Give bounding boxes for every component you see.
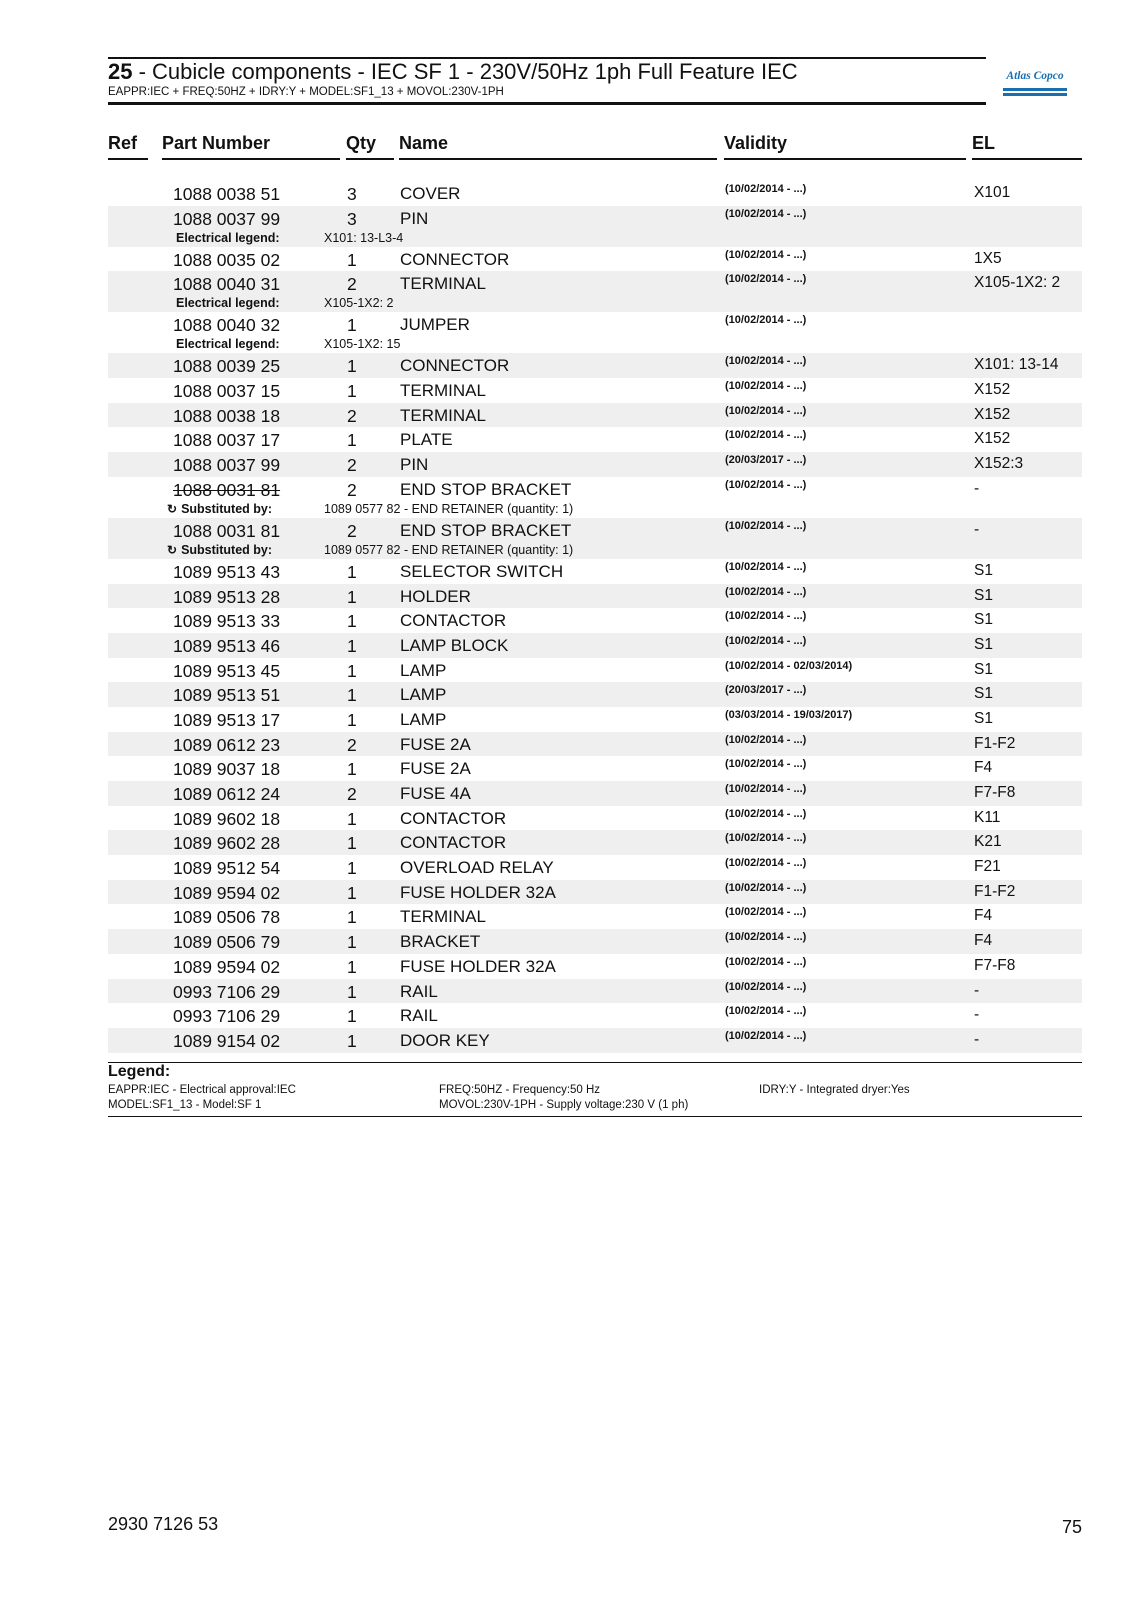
validity: (10/02/2014 - ...) — [725, 758, 807, 771]
sub-value: X101: 13-L3-4 — [324, 230, 404, 245]
col-header-rule — [162, 158, 340, 160]
table-row — [108, 452, 1082, 477]
table-row — [108, 682, 1082, 707]
quantity: 2 — [347, 520, 357, 541]
validity: (10/02/2014 - ...) — [725, 207, 807, 220]
quantity: 1 — [347, 956, 357, 977]
part-name: END STOP BRACKET — [400, 520, 572, 540]
part-number: 1088 0037 99 — [173, 455, 281, 476]
part-name: TERMINAL — [400, 381, 486, 401]
refresh-icon: ↻ — [167, 542, 178, 557]
electrical-ref: X101: 13-14 — [974, 356, 1059, 374]
quantity: 2 — [347, 455, 357, 476]
sub-value: X105-1X2: 15 — [324, 337, 401, 352]
table-row — [108, 904, 1082, 929]
electrical-ref: S1 — [974, 685, 993, 703]
validity: (10/02/2014 - ...) — [725, 183, 807, 195]
electrical-ref: F4 — [974, 759, 993, 777]
validity: (10/02/2014 - ...) — [725, 783, 807, 795]
part-number: 1088 0037 99 — [173, 208, 281, 229]
logo-bar — [1003, 93, 1067, 96]
logo-text: Atlas Copco — [1006, 70, 1064, 82]
refresh-icon: ↻ — [167, 501, 178, 516]
header-rule-bottom — [108, 102, 986, 105]
part-name: FUSE HOLDER 32A — [400, 882, 556, 902]
electrical-ref: - — [974, 1006, 980, 1024]
legend-rule — [108, 1062, 1082, 1063]
legend-item: EAPPR:IEC - Electrical approval:IEC — [108, 1084, 296, 1096]
quantity: 1 — [347, 932, 357, 953]
part-number: 1088 0040 32 — [173, 315, 281, 336]
table-row — [108, 608, 1082, 633]
electrical-legend-label — [176, 296, 280, 310]
legend-item: IDRY:Y - Integrated dryer:Yes — [759, 1084, 910, 1096]
validity: (10/02/2014 - ...) — [725, 857, 807, 870]
table-row — [108, 830, 1082, 855]
part-name: PIN — [400, 455, 429, 475]
part-name: BRACKET — [400, 932, 481, 952]
table-row — [108, 855, 1082, 880]
part-number: 1088 0038 51 — [173, 184, 281, 204]
quantity: 1 — [347, 586, 357, 607]
part-name: LAMP — [400, 685, 447, 705]
table-row — [108, 427, 1082, 452]
quantity: 1 — [347, 709, 357, 730]
table-row — [108, 979, 1082, 1004]
part-name: PIN — [400, 208, 429, 228]
electrical-ref: X152 — [974, 381, 1011, 399]
validity: (10/02/2014 - ...) — [725, 1029, 807, 1042]
table-row — [108, 781, 1082, 806]
validity: (20/03/2017 - ...) — [725, 454, 807, 467]
part-name: LAMP — [400, 709, 447, 729]
part-name: TERMINAL — [400, 907, 486, 927]
table-row — [108, 732, 1082, 757]
electrical-ref: F1-F2 — [974, 734, 1016, 752]
part-name: CONNECTOR — [400, 249, 510, 269]
quantity: 1 — [347, 315, 357, 336]
section-number: 25 — [108, 59, 133, 84]
part-number: 1088 0039 25 — [173, 356, 281, 377]
sub-label-text: Electrical legend: — [176, 337, 280, 352]
quantity: 1 — [347, 882, 357, 903]
sub-value: 1089 0577 82 - END RETAINER (quantity: 1) — [324, 542, 574, 557]
validity: (10/02/2014 - ...) — [725, 634, 807, 647]
legend-item: FREQ:50HZ - Frequency:50 Hz — [439, 1084, 601, 1096]
electrical-ref: F21 — [974, 858, 1001, 876]
validity: (10/02/2014 - ...) — [725, 610, 807, 623]
table-row — [108, 181, 1082, 206]
electrical-ref: S1 — [974, 635, 993, 653]
part-name: TERMINAL — [400, 405, 486, 425]
quantity: 2 — [347, 784, 357, 804]
table-row — [108, 806, 1082, 831]
table-row — [108, 353, 1082, 378]
part-number: 1089 9513 46 — [173, 635, 281, 656]
quantity: 1 — [347, 660, 357, 681]
part-number: 1089 9513 43 — [173, 561, 281, 582]
table-row — [108, 756, 1082, 781]
electrical-ref: F7-F8 — [974, 784, 1016, 801]
electrical-ref: F4 — [974, 932, 993, 950]
quantity: 2 — [347, 274, 357, 295]
sub-label-text: Substituted by: — [181, 542, 273, 557]
table-row — [108, 1028, 1082, 1053]
col-header-el: EL — [972, 133, 996, 153]
validity: (10/02/2014 - ...) — [725, 1005, 807, 1018]
part-number: 1088 0035 02 — [173, 249, 281, 270]
quantity: 1 — [347, 561, 357, 582]
col-header-rule — [346, 158, 394, 160]
part-number: 1088 0037 15 — [173, 381, 281, 402]
quantity: 1 — [347, 858, 357, 879]
electrical-ref: X105-1X2: 2 — [974, 274, 1061, 292]
part-name: CONTACTOR — [400, 833, 507, 853]
col-header-part-number: Part Number — [162, 133, 271, 153]
part-name: JUMPER — [400, 315, 470, 335]
sub-label-text: Substituted by: — [181, 501, 273, 516]
col-header-qty: Qty — [346, 133, 377, 153]
legend-end-rule — [108, 1116, 1082, 1117]
part-name: FUSE 4A — [400, 784, 471, 803]
validity: (10/02/2014 - ...) — [725, 314, 807, 327]
quantity: 1 — [347, 635, 357, 656]
part-name: HOLDER — [400, 586, 471, 606]
part-name: OVERLOAD RELAY — [400, 858, 554, 878]
substituted-by-label — [167, 502, 272, 516]
part-number: 1089 0506 78 — [173, 907, 281, 928]
part-number: 1089 9594 02 — [173, 956, 281, 977]
validity: (10/02/2014 - ...) — [725, 404, 807, 417]
table-row — [108, 559, 1082, 584]
part-name: DOOR KEY — [400, 1030, 490, 1050]
part-number: 1089 9594 02 — [173, 882, 281, 903]
table-row — [108, 312, 1082, 353]
sub-label-text: Electrical legend: — [176, 296, 280, 311]
part-number: 1089 0612 23 — [173, 734, 281, 755]
table-row — [108, 658, 1082, 683]
col-header-name: Name — [399, 133, 449, 153]
quantity: 3 — [347, 208, 357, 229]
sub-value: 1089 0577 82 - END RETAINER (quantity: 1) — [324, 501, 574, 516]
quantity: 1 — [347, 611, 357, 632]
part-number: 0993 7106 29 — [173, 981, 281, 1002]
table-row — [108, 378, 1082, 403]
validity: (10/02/2014 - ...) — [725, 733, 807, 746]
quantity: 1 — [347, 981, 357, 1002]
part-number: 1089 9037 18 — [173, 759, 281, 780]
validity: (10/02/2014 - ...) — [725, 832, 807, 845]
electrical-ref: X152 — [974, 405, 1011, 423]
part-number: 1089 9512 54 — [173, 858, 281, 879]
table-row — [108, 1003, 1082, 1028]
part-name: CONNECTOR — [400, 356, 510, 376]
part-number: 1088 0040 31 — [173, 274, 281, 295]
validity: (10/02/2014 - ...) — [725, 248, 807, 261]
sub-value: X105-1X2: 2 — [324, 296, 394, 311]
col-header-rule — [108, 158, 148, 160]
electrical-ref: - — [974, 479, 980, 497]
part-number: 1088 0031 81 — [173, 520, 281, 541]
part-name: COVER — [400, 184, 461, 203]
validity: (10/02/2014 - ...) — [725, 273, 807, 286]
part-name: SELECTOR SWITCH — [400, 561, 564, 581]
page-subtitle: EAPPR:IEC + FREQ:50HZ + IDRY:Y + MODEL:SF1_13 + MOVOL:230V-1PH — [108, 86, 504, 98]
quantity: 1 — [347, 759, 357, 780]
col-header-ref: Ref — [108, 133, 138, 153]
part-number: 1088 0031 81 — [173, 479, 281, 500]
part-number: 1089 9602 18 — [173, 808, 281, 829]
validity: (10/02/2014 - ...) — [725, 585, 807, 598]
parts-table — [108, 181, 1082, 1053]
atlas-copco-logo — [1003, 62, 1067, 94]
part-number: 1089 0612 24 — [173, 784, 281, 804]
electrical-ref: S1 — [974, 586, 993, 604]
validity: (10/02/2014 - ...) — [725, 478, 807, 491]
quantity: 1 — [347, 907, 357, 928]
electrical-ref: F4 — [974, 907, 993, 925]
part-name: FUSE 2A — [400, 759, 471, 779]
page-title — [108, 59, 798, 85]
quantity: 1 — [347, 430, 357, 451]
electrical-ref: K11 — [974, 808, 1001, 826]
electrical-ref: S1 — [974, 561, 993, 579]
part-name: RAIL — [400, 981, 438, 1001]
col-header-rule — [972, 158, 1082, 160]
part-name: PLATE — [400, 430, 453, 450]
electrical-ref: F7-F8 — [974, 956, 1016, 974]
part-number: 1089 9513 51 — [173, 685, 281, 706]
electrical-ref: S1 — [974, 660, 993, 678]
quantity: 2 — [347, 405, 357, 426]
substituted-by-label — [167, 543, 272, 557]
logo-bar — [1003, 88, 1067, 91]
quantity: 1 — [347, 808, 357, 829]
table-row — [108, 954, 1082, 979]
electrical-ref: K21 — [974, 833, 1002, 851]
part-name: FUSE 2A — [400, 734, 471, 754]
validity: (10/02/2014 - ...) — [725, 807, 807, 820]
validity: (10/02/2014 - ...) — [725, 429, 807, 442]
part-name: FUSE HOLDER 32A — [400, 956, 556, 976]
table-row — [108, 707, 1082, 732]
electrical-ref: - — [974, 981, 980, 999]
legend-item: MOVOL:230V-1PH - Supply voltage:230 V (1 ph) — [439, 1099, 689, 1111]
validity: (10/02/2014 - ...) — [725, 560, 807, 573]
validity: (10/02/2014 - ...) — [725, 955, 807, 968]
electrical-legend-label — [176, 337, 280, 351]
legend-item: MODEL:SF1_13 - Model:SF 1 — [108, 1099, 262, 1111]
part-name: LAMP — [400, 660, 447, 680]
part-number: 1089 9602 28 — [173, 833, 281, 854]
part-number: 1088 0037 17 — [173, 430, 281, 451]
table-row — [108, 271, 1082, 312]
validity: (20/03/2017 - ...) — [725, 684, 807, 697]
electrical-ref: - — [974, 520, 980, 538]
part-name: LAMP BLOCK — [400, 635, 509, 655]
validity: (10/02/2014 - ...) — [725, 355, 807, 368]
part-number: 0993 7106 29 — [173, 1006, 281, 1027]
part-number: 1089 0506 79 — [173, 932, 281, 953]
quantity: 3 — [347, 184, 357, 204]
validity: (10/02/2014 - ...) — [725, 931, 807, 944]
electrical-ref: 1X5 — [974, 249, 1002, 267]
part-number: 1088 0038 18 — [173, 405, 281, 426]
quantity: 1 — [347, 249, 357, 270]
quantity: 2 — [347, 734, 357, 755]
quantity: 1 — [347, 1006, 357, 1027]
sub-label-text: Electrical legend: — [176, 230, 280, 245]
quantity: 2 — [347, 479, 357, 500]
electrical-ref: X152:3 — [974, 455, 1024, 473]
part-number: 1089 9513 33 — [173, 611, 281, 632]
part-name: CONTACTOR — [400, 808, 507, 828]
electrical-legend-label — [176, 231, 280, 245]
quantity: 1 — [347, 356, 357, 377]
table-row — [108, 518, 1082, 559]
electrical-ref: X152 — [974, 430, 1011, 448]
electrical-ref: S1 — [974, 709, 993, 727]
part-number: 1089 9513 45 — [173, 660, 281, 681]
electrical-ref: X101 — [974, 184, 1011, 201]
legend-title: Legend: — [108, 1063, 171, 1080]
table-row — [108, 584, 1082, 609]
col-header-rule — [399, 158, 717, 160]
part-name: END STOP BRACKET — [400, 479, 572, 499]
page-number: 75 — [1061, 1517, 1082, 1537]
validity: (10/02/2014 - ...) — [725, 380, 807, 393]
validity: (10/02/2014 - ...) — [725, 906, 807, 919]
validity: (10/02/2014 - ...) — [725, 881, 807, 894]
part-number: 1089 9154 02 — [173, 1030, 281, 1051]
validity: (03/03/2014 - 19/03/2017) — [725, 708, 853, 721]
table-row — [108, 880, 1082, 905]
part-name: RAIL — [400, 1006, 438, 1026]
validity: (10/02/2014 - ...) — [725, 519, 807, 532]
table-row — [108, 929, 1082, 954]
col-header-rule — [724, 158, 966, 160]
part-number: 1089 9513 28 — [173, 586, 281, 607]
quantity: 1 — [347, 685, 357, 706]
part-number: 1089 9513 17 — [173, 709, 281, 730]
quantity: 1 — [347, 381, 357, 402]
col-header-validity: Validity — [724, 133, 788, 153]
table-row — [108, 477, 1082, 518]
validity: (10/02/2014 - 02/03/2014) — [725, 659, 853, 672]
electrical-ref: F1-F2 — [974, 882, 1016, 900]
electrical-ref: - — [974, 1030, 980, 1048]
electrical-ref: S1 — [974, 611, 993, 629]
table-row — [108, 633, 1082, 658]
table-row — [108, 206, 1082, 247]
part-name: TERMINAL — [400, 274, 486, 294]
document-number: 2930 7126 53 — [108, 1514, 219, 1534]
table-row — [108, 247, 1082, 272]
part-name: CONTACTOR — [400, 611, 507, 631]
title-text: - Cubicle components - IEC SF 1 - 230V/50Hz 1ph Full Feature IEC — [132, 59, 798, 84]
validity: (10/02/2014 - ...) — [725, 980, 807, 993]
table-row — [108, 403, 1082, 428]
quantity: 1 — [347, 833, 357, 854]
quantity: 1 — [347, 1030, 357, 1051]
